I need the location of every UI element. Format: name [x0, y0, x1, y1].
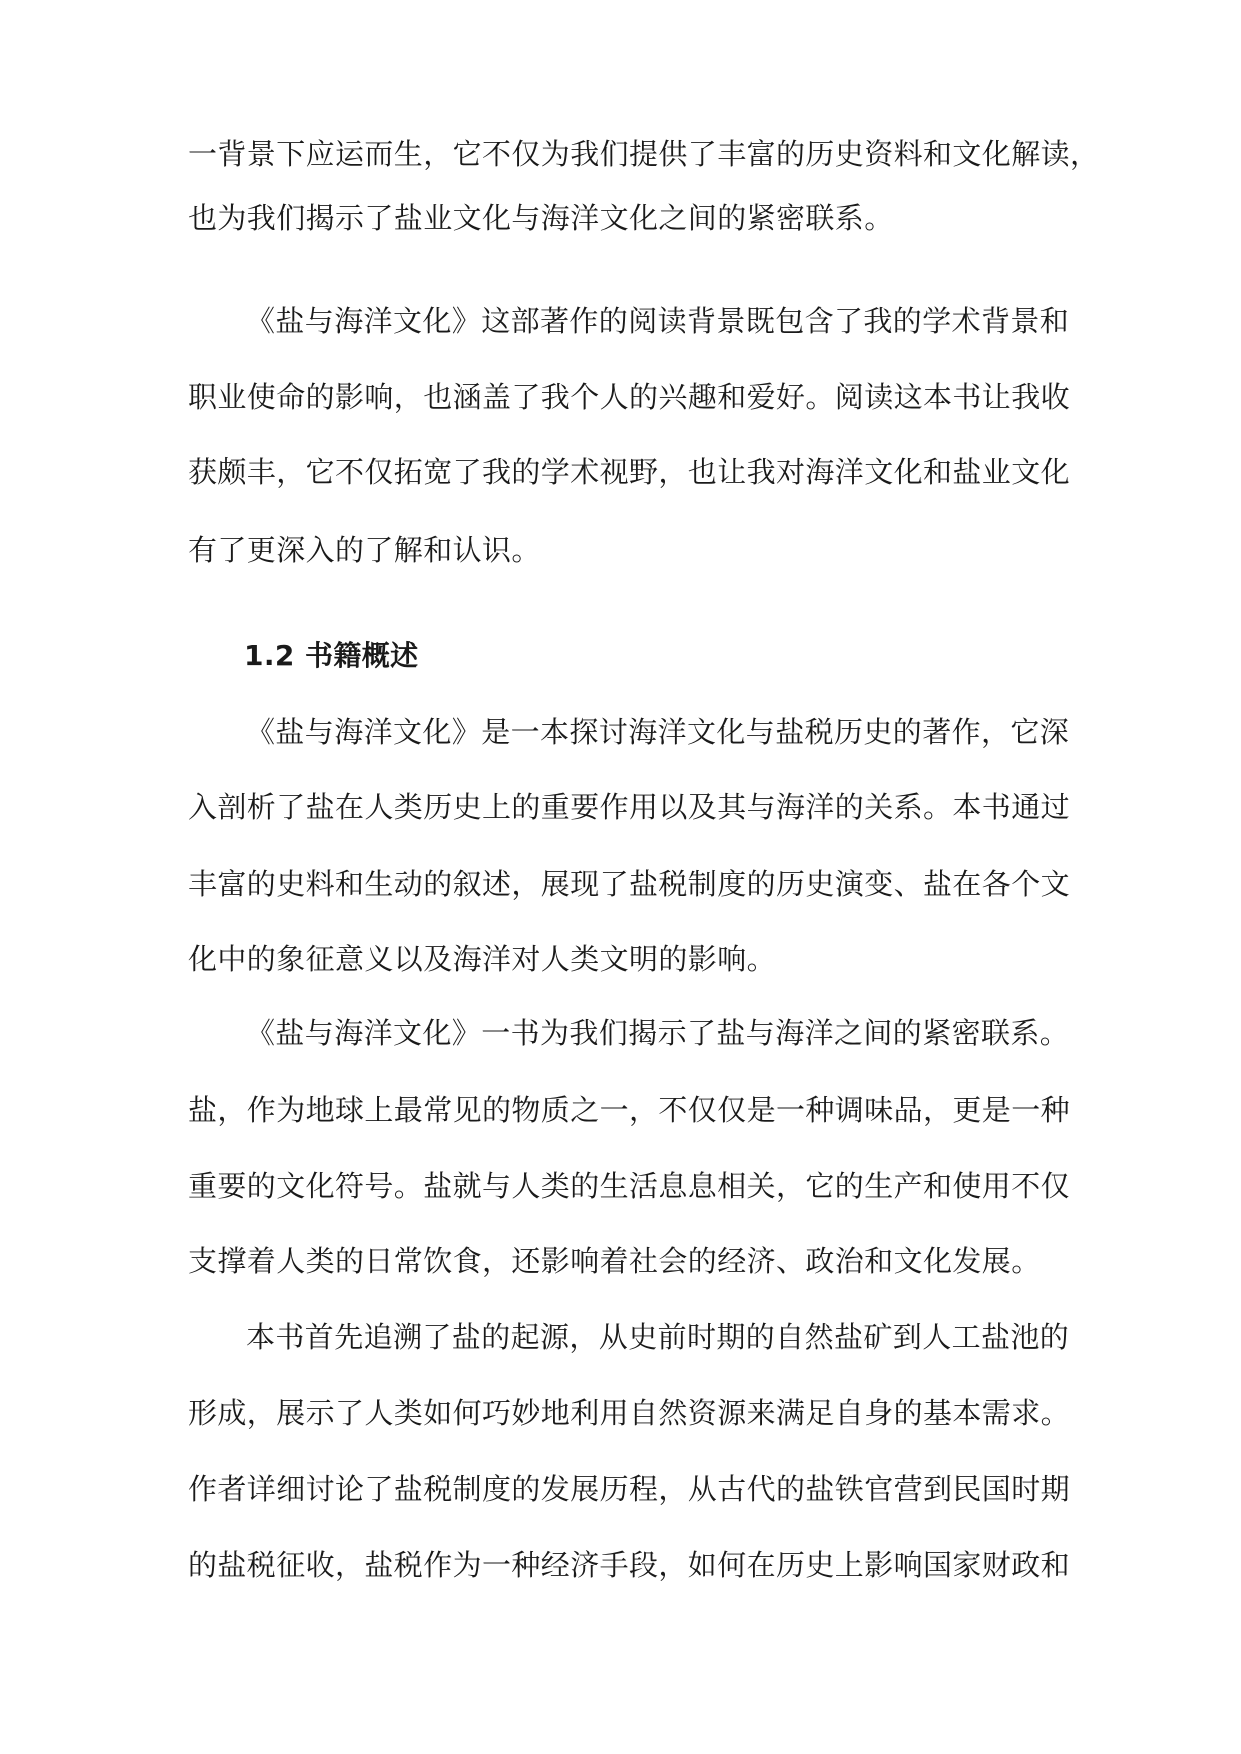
text-line: 入剖析了盐在人类历史上的重要作用以及其与海洋的关系。本书通过	[188, 790, 1071, 824]
text-line: 获颇丰，它不仅拓宽了我的学术视野，也让我对海洋文化和盐业文化	[188, 455, 1071, 489]
text-line: 一背景下应运而生，它不仅为我们提供了丰富的历史资料和文化解读，	[188, 137, 1100, 171]
text-line: 的盐税征收，盐税作为一种经济手段，如何在历史上影响国家财政和	[188, 1548, 1071, 1582]
text-line: 重要的文化符号。盐就与人类的生活息息相关，它的生产和使用不仅	[188, 1169, 1071, 1203]
text-line: 职业使命的影响，也涵盖了我个人的兴趣和爱好。阅读这本书让我收	[188, 380, 1071, 414]
text-line: 形成，展示了人类如何巧妙地利用自然资源来满足自身的基本需求。	[188, 1396, 1071, 1430]
text-line: 化中的象征意义以及海洋对人类文明的影响。	[188, 942, 777, 976]
paragraph-first-line: 《盐与海洋文化》这部著作的阅读背景既包含了我的学术背景和	[246, 304, 1070, 338]
text-line: 有了更深入的了解和认识。	[188, 533, 541, 567]
text-line: 丰富的史料和生动的叙述，展现了盐税制度的历史演变、盐在各个文	[188, 867, 1071, 901]
section-heading: 1.2 书籍概述	[244, 639, 419, 672]
text-line: 盐，作为地球上最常见的物质之一，不仅仅是一种调味品，更是一种	[188, 1093, 1071, 1127]
paragraph-first-line: 本书首先追溯了盐的起源，从史前时期的自然盐矿到人工盐池的	[246, 1320, 1070, 1354]
text-line: 支撑着人类的日常饮食，还影响着社会的经济、政治和文化发展。	[188, 1244, 1041, 1278]
paragraph-first-line: 《盐与海洋文化》一书为我们揭示了盐与海洋之间的紧密联系。	[246, 1016, 1070, 1050]
text-line: 作者详细讨论了盐税制度的发展历程，从古代的盐铁官营到民国时期	[188, 1472, 1071, 1506]
paragraph-first-line: 《盐与海洋文化》是一本探讨海洋文化与盐税历史的著作，它深	[246, 715, 1070, 749]
text-line: 也为我们揭示了盐业文化与海洋文化之间的紧密联系。	[188, 201, 894, 235]
